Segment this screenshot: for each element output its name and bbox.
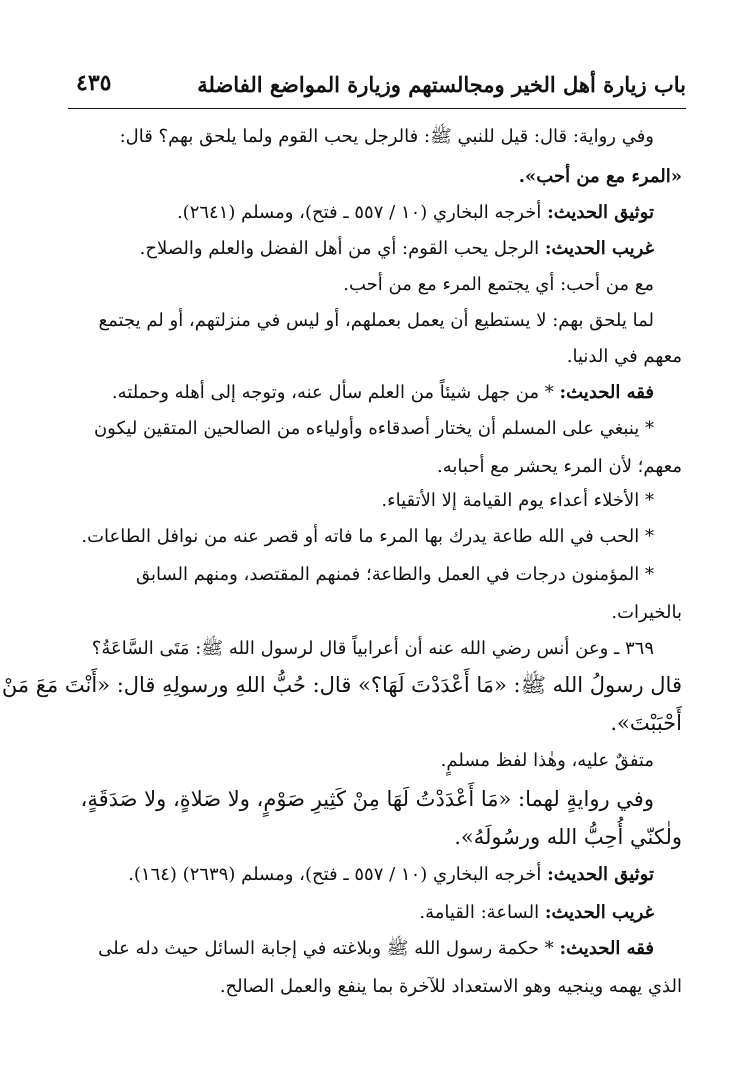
hadith-line: وفي روايةٍ لهما: «مَا أَعْدَدْتُ لَهَا مِنْ كَثِيرِ صَوْمٍ، ولا صَلاةٍ، ولا صَدَقَةٍ، [80,787,654,811]
text-line: بالخيرات. [611,602,682,623]
hadith-line: أَحْبَبْتَ». [610,711,682,735]
section-term: فقه الحديث: [559,938,654,959]
hadith-line: قال رسولُ الله ﷺ: «مَا أَعْدَدْتَ لَهَا؟» قال: حُبُّ اللهِ ورسولِهِ قال: «أَنْتَ مَعَ مَنْ [1,673,682,697]
text-line: لما يلحق بهم: لا يستطيع أن يعمل بعملهم، أو ليس في منزلتهم، أو لم يجتمع [98,310,654,331]
chapter-title: باب زيارة أهل الخير ومجالستهم وزيارة المواضع الفاضلة [197,72,686,97]
hadith-line: ولٰكنّي أُحِبُّ الله ورسُولَهُ». [454,825,682,849]
text-line: معهم في الدنيا. [566,346,682,367]
hadith-line: «المرء مع من أحب». [518,166,682,187]
text-line: متفقٌ عليه، وهٰذا لفظ مسلمٍ. [440,750,654,771]
section-term: توثيق الحديث: [547,864,654,885]
gharib-line: غريب الحديث: الساعة: القيامة. [419,902,654,923]
text-line: وفي رواية: قال: قيل للنبي ﷺ: فالرجل يحب القوم ولما يلحق بهم؟ قال: [119,126,654,147]
fiqh-line: فقه الحديث: * من جهل شيئاً من العلم سأل عنه، وتوجه إلى أهله وحملته. [111,382,654,403]
section-term: فقه الحديث: [559,382,654,403]
section-term: غريب الحديث: [544,902,654,923]
takhrij-line: توثيق الحديث: أخرجه البخاري (١٠ / ٥٥٧ ـ فتح)، ومسلم (٢٦٤١). [176,202,654,223]
text-line: مع من أحب: أي يجتمع المرء مع من أحب. [343,274,654,295]
text-line: * المؤمنون درجات في العمل والطاعة؛ فمنهم المقتصد، ومنهم السابق [135,564,654,585]
section-term: توثيق الحديث: [547,202,654,223]
text-line: * الحب في الله طاعة يدرك بها المرء ما فاته أو قصر عنه من نوافل الطاعات. [81,526,654,547]
text-line: معهم؛ لأن المرء يحشر مع أحبابه. [437,456,682,477]
page-number: ٤٣٥ [76,70,112,96]
takhrij-line: توثيق الحديث: أخرجه البخاري (١٠ / ٥٥٧ ـ فتح)، ومسلم (٢٦٣٩) (١٦٤). [128,864,654,885]
hadith-number-line: ٣٦٩ ـ وعن أنس رضي الله عنه أن أعرابياً قال لرسول الله ﷺ: مَتَى السَّاعَةُ؟ [91,638,654,659]
page-header [68,68,686,109]
text-line: * الأخلاء أعداء يوم القيامة إلا الأتقياء. [381,490,654,511]
section-term: غريب الحديث: [544,238,654,259]
fiqh-line: فقه الحديث: * حكمة رسول الله ﷺ وبلاغته في إجابة السائل حيث دله على [98,938,654,959]
text-line: * ينبغي على المسلم أن يختار أصدقاءه وأولياءه من الصالحين المتقين ليكون [93,418,654,439]
gharib-line: غريب الحديث: الرجل يحب القوم: أي من أهل الفضل والعلم والصلاح. [139,238,654,259]
text-line: الذي يهمه وينجيه وهو الاستعداد للآخرة بما ينفع والعمل الصالح. [219,976,682,997]
